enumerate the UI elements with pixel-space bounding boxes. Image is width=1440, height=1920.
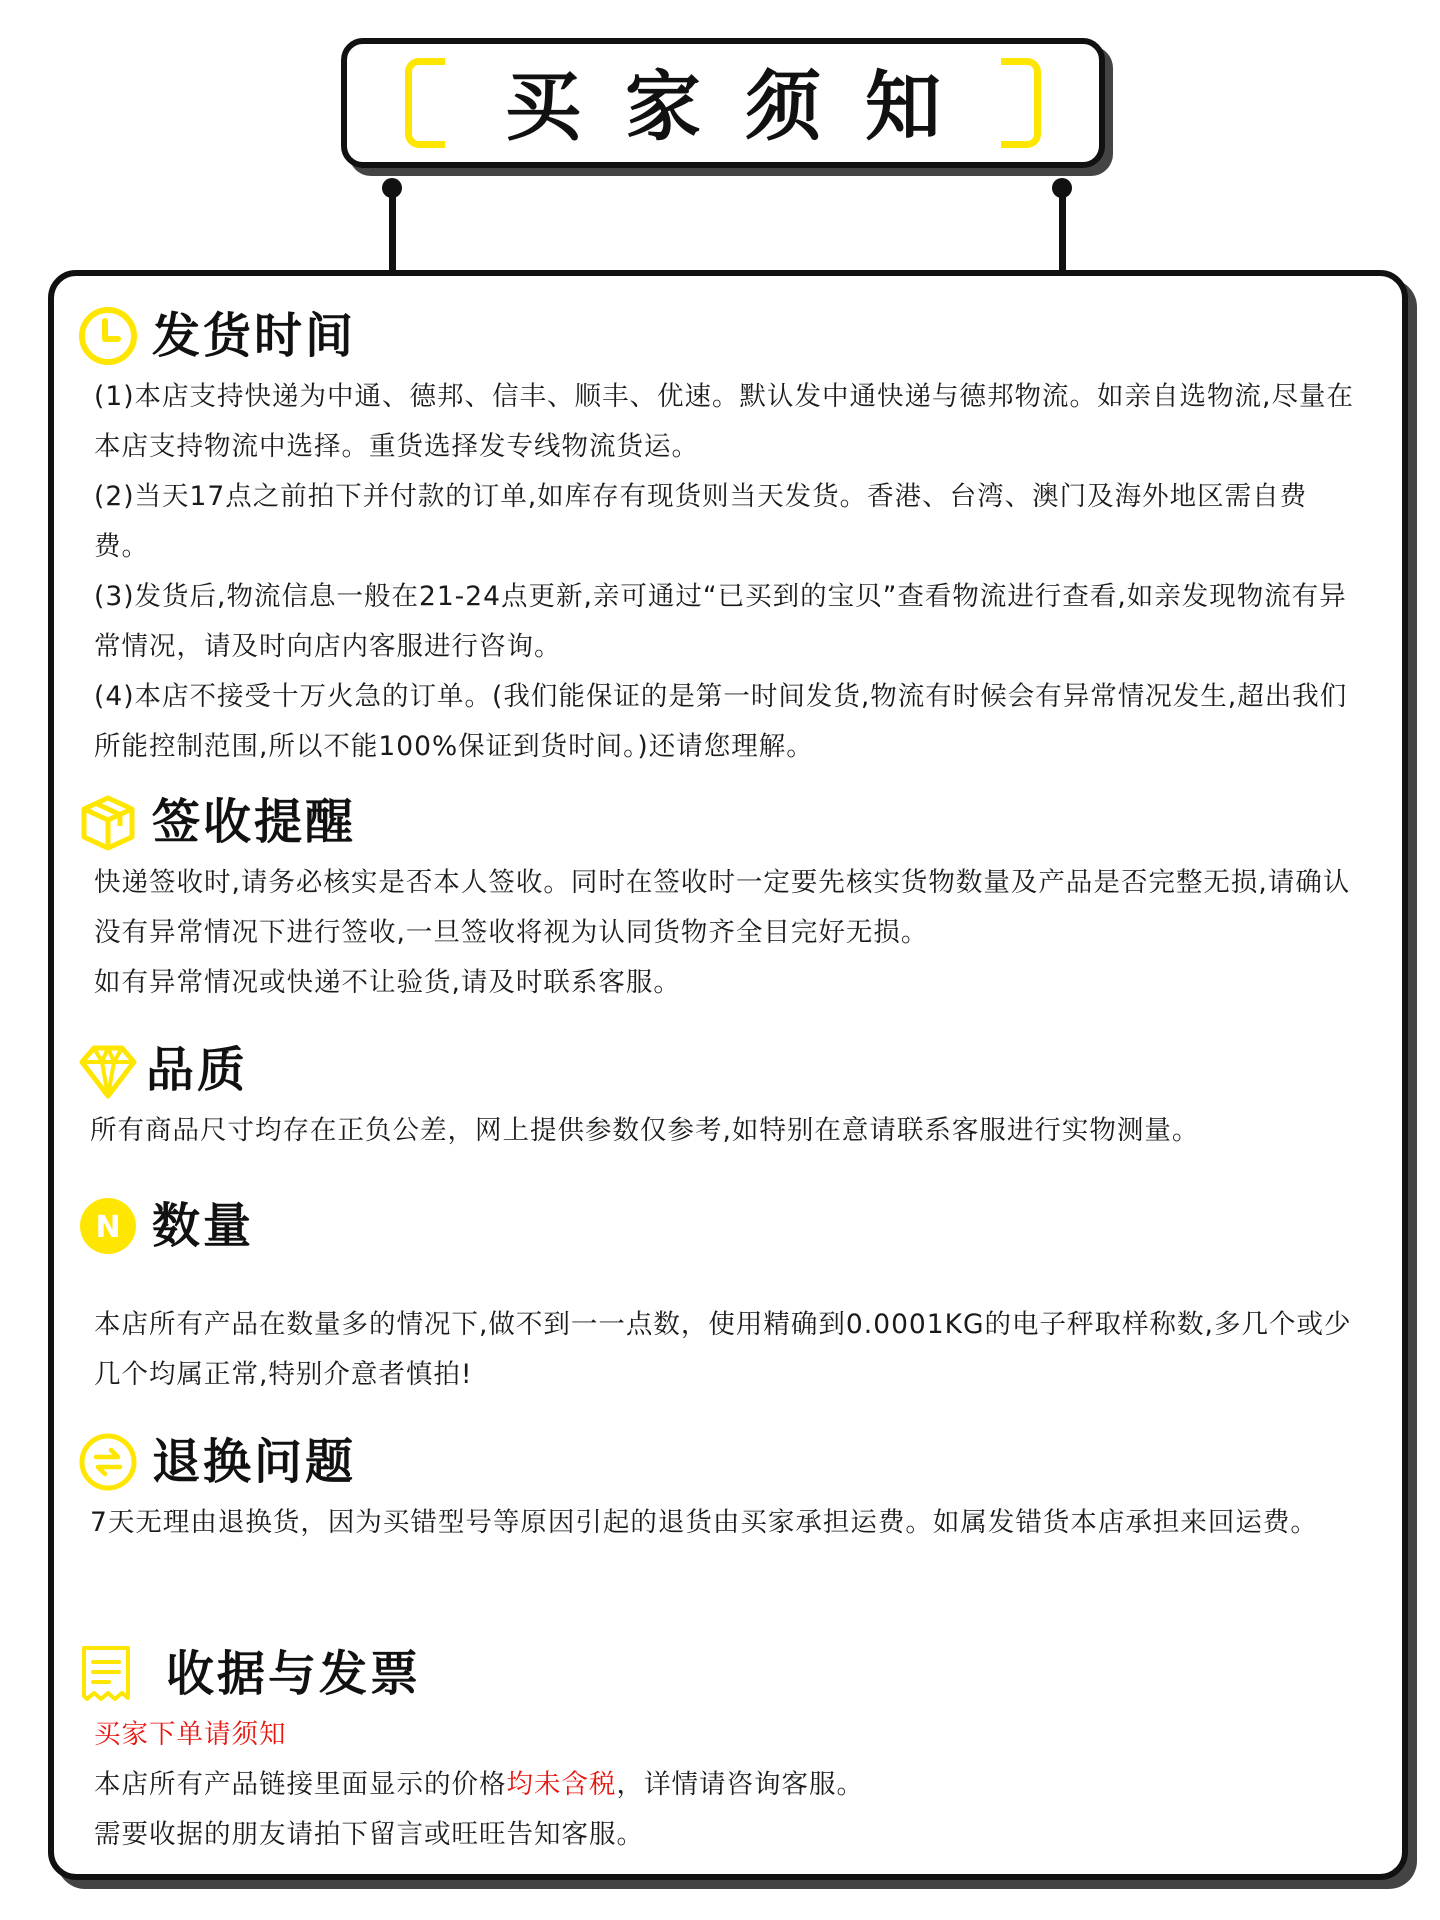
paragraph: 需要收据的朋友请拍下留言或旺旺告知客服。 [94,1819,644,1850]
section-body [54,1498,1402,1548]
section-title: 收据与发票 [166,1646,422,1702]
section-header [54,1034,1402,1106]
section-header [54,1190,1402,1262]
section-shipping-time [54,300,1402,772]
section-title: 品质 [146,1042,249,1098]
paragraph: 如有异常情况或快递不让验货,请及时联系客服。 [94,967,681,998]
banner-post-right [1059,184,1066,270]
section-body [54,1710,1402,1860]
notice-panel [48,270,1408,1880]
section-body [54,858,1402,1008]
diamond-icon [78,1040,138,1100]
paragraph: (3)发货后,物流信息一般在21-24点更新,亲可通过“已买到的宝贝”查看物流进行查看,如亲发现物流有异常情况，请及时向店内客服进行咨询。 [94,581,1347,662]
section-title: 数量 [152,1198,255,1254]
receipt-icon [76,1644,136,1704]
section-header [54,300,1402,372]
page-title: 买家须知 [505,62,985,151]
exchange-icon [78,1432,138,1492]
section-title: 发货时间 [152,308,357,364]
section-header [54,1426,1402,1498]
section-delivery-receipt [54,786,1402,1008]
section-title: 签收提醒 [152,794,357,850]
section-body [54,1262,1402,1400]
section-body [54,372,1402,772]
tax-highlight: 均未含税 [506,1769,617,1800]
section-header [54,1638,1402,1710]
section-receipt-invoice [54,1638,1402,1860]
paragraph [94,1760,1362,1810]
paragraph: (2)当天17点之前拍下并付款的订单,如库存有现货则当天发货。香港、台湾、澳门及海外地区需自费费。 [94,481,1308,562]
section-quantity [54,1190,1402,1400]
section-quality [54,1034,1402,1156]
banner-post-left [389,184,396,270]
section-returns [54,1426,1402,1548]
section-header [54,786,1402,858]
clock-icon [78,306,138,366]
paragraph: 快递签收时,请务必核实是否本人签收。同时在签收时一定要先核实货物数量及产品是否完整无损,请确认没有异常情况下进行签收,一旦签收将视为认同货物齐全目完好无损。 [94,867,1351,948]
n-badge-letter: N [95,1210,121,1245]
price-text: 本店所有产品链接里面显示的价格 [94,1769,507,1800]
paragraph: 7天无理由退换货，因为买错型号等原因引起的退货由买家承担运费。如属发错货本店承担来回运费。 [90,1507,1318,1538]
price-text-end: ，详情请咨询客服。 [616,1769,864,1800]
section-title: 退换问题 [152,1434,357,1490]
paragraph: (4)本店不接受十万火急的订单。(我们能保证的是第一时间发货,物流有时候会有异常情况发生,超出我们所能控制范围,所以不能100%保证到货时间。)还请您理解。 [94,681,1348,762]
paragraph: (1)本店支持快递为中通、德邦、信丰、顺丰、优速。默认发中通快递与德邦物流。如亲自选物流,尽量在本店支持物流中选择。重货选择发专线物流货运。 [94,381,1354,462]
box-icon [78,792,138,852]
paragraph: 所有商品尺寸均存在正负公差，网上提供参数仅参考,如特别在意请联系客服进行实物测量。 [90,1115,1200,1146]
title-banner [341,38,1105,168]
n-badge-icon [78,1196,138,1256]
section-body [54,1106,1402,1156]
paragraph: 本店所有产品在数量多的情况下,做不到一一点数，使用精确到0.0001KG的电子秤取样称数,多几个或少几个均属正常,特别介意者慎拍! [94,1309,1352,1390]
notice-text: 买家下单请须知 [94,1719,287,1750]
